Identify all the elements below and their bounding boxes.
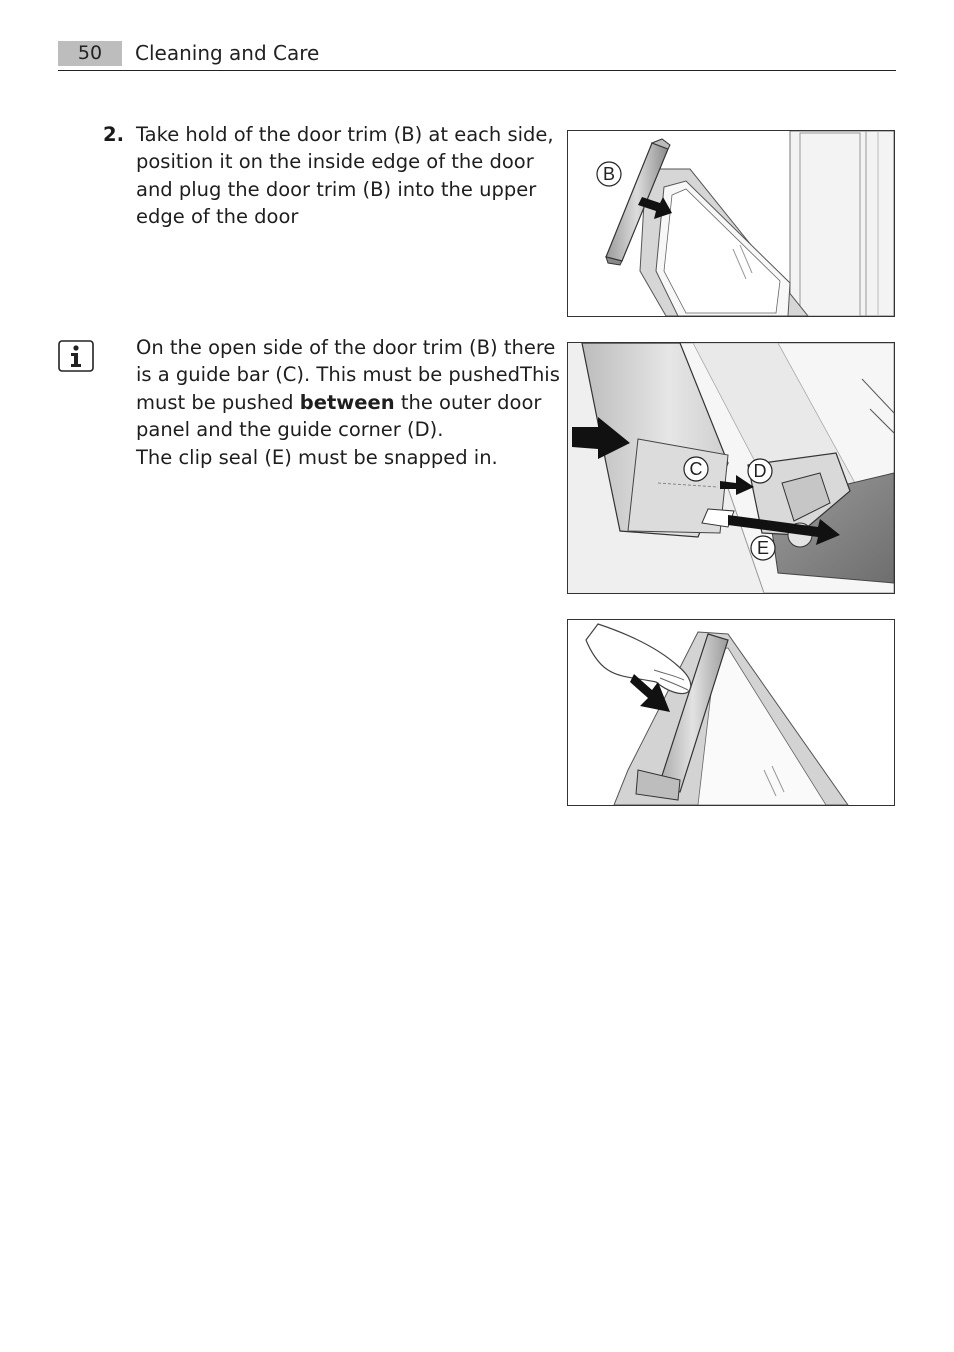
callout-b: B: [602, 164, 616, 184]
note-line: The clip seal (E) must be snapped in.: [136, 445, 498, 469]
page-number: 50: [58, 41, 122, 66]
note-line: is a guide bar (C). This must be pushedThis: [136, 363, 560, 387]
callout-d: D: [753, 461, 767, 481]
section-title: Cleaning and Care: [135, 41, 320, 65]
note-text: [136, 334, 560, 471]
info-icon: [58, 340, 94, 372]
figure-door-trim-position: [567, 130, 895, 317]
callout-e: E: [756, 538, 770, 558]
note-line: On the open side of the door trim (B) there: [136, 336, 556, 359]
page-header: [58, 40, 896, 71]
figure-guide-bar-detail: [567, 342, 895, 594]
step-text: Take hold of the door trim (B) at each side, position it on the inside edge of the door and plug the door trim (B) into the upper edge of the door: [136, 123, 554, 229]
callout-c: C: [689, 459, 703, 479]
note-line: panel and the guide corner (D).: [136, 418, 444, 442]
note-line: must be pushed between the outer door: [136, 390, 542, 414]
emphasis-between: between: [299, 390, 395, 414]
step-number: 2.: [103, 123, 124, 146]
figure-press-trim: [567, 619, 895, 806]
